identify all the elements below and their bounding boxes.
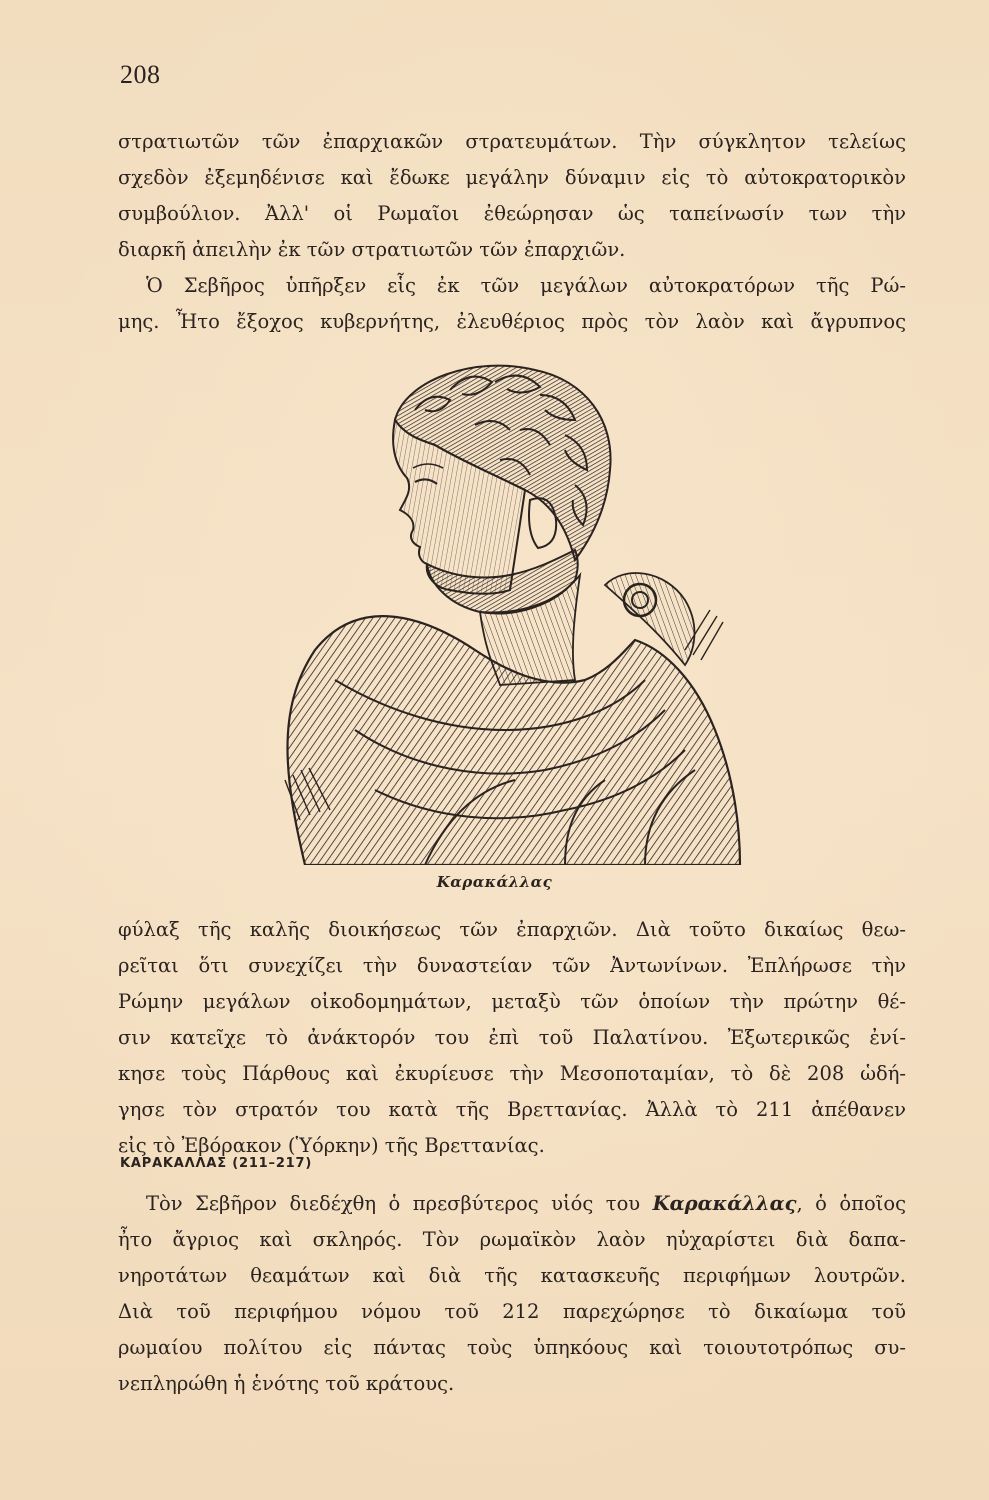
text-line: στρατιωτῶν τῶν ἐπαρχιακῶν στρατευμάτων. Τὴν σύγκλητον τελείως bbox=[118, 130, 906, 153]
text-line: ρεῖται ὅτι συνεχίζει τὴν δυναστείαν τῶν Ἀντωνίνων. Ἐπλήρωσε τὴν bbox=[118, 954, 906, 977]
text-line: νηροτάτων θεαμάτων καὶ διὰ τῆς κατασκευῆς περιφήμων λουτρῶν. bbox=[118, 1264, 906, 1287]
text-line: μης. Ἦτο ἔξοχος κυβερνήτης, ἐλευθέριος πρὸς τὸν λαὸν καὶ ἄγρυπνος bbox=[118, 310, 906, 333]
page-number: 208 bbox=[120, 60, 161, 89]
portrait-illustration bbox=[245, 350, 745, 865]
text-line: ἦτο ἄγριος καὶ σκληρός. Τὸν ρωμαϊκὸν λαὸν ηὐχαρίστει διὰ δαπα- bbox=[118, 1228, 906, 1251]
bottom-text-block bbox=[118, 1186, 906, 1402]
text-line: εἰς τὸ Ἐβόρακον (Ὑόρκην) τῆς Βρεττανίας. bbox=[118, 1134, 545, 1157]
roman-emperor-portrait-icon bbox=[245, 350, 745, 865]
figure-caption: Καρακάλλας bbox=[436, 873, 553, 891]
text-line: Ὁ Σεβῆρος ὑπῆρξεν εἷς ἐκ τῶν μεγάλων αὐτοκρατόρων τῆς Ρώ- bbox=[146, 274, 906, 297]
text-line: διαρκῆ ἀπειλὴν ἐκ τῶν στρατιωτῶν τῶν ἐπαρχιῶν. bbox=[118, 238, 626, 261]
text-line: ρωμαίου πολίτου εἰς πάντας τοὺς ὑπηκόους καὶ τοιουτοτρόπως συ- bbox=[118, 1336, 906, 1359]
text-line: σιν κατεῖχε τὸ ἀνάκτορόν του ἐπὶ τοῦ Παλατίνου. Ἐξωτερικῶς ἐνί- bbox=[118, 1026, 906, 1049]
text-line: Διὰ τοῦ περιφήμου νόμου τοῦ 212 παρεχώρησε τὸ δικαίωμα τοῦ bbox=[118, 1300, 906, 1323]
text-line: Ρώμην μεγάλων οἰκοδομημάτων, μεταξὺ τῶν ὁποίων τὴν πρώτην θέ- bbox=[118, 990, 906, 1013]
text-line: συμβούλιον. Ἀλλ' οἱ Ρωμαῖοι ἐθεώρησαν ὡς ταπείνωσίν των τὴν bbox=[118, 202, 906, 225]
text-segment: , ὁ ὁποῖος bbox=[796, 1192, 906, 1215]
section-heading: ΚΑΡΑΚΑΛΛΑΣ (211–217) bbox=[120, 1156, 313, 1171]
text-line: νεπληρώθη ἡ ἑνότης τοῦ κράτους. bbox=[118, 1372, 455, 1395]
text-line: γησε τὸν στρατόν του κατὰ τῆς Βρεττανίας. Ἀλλὰ τὸ 211 ἀπέθανεν bbox=[118, 1098, 906, 1121]
text-line: κησε τοὺς Πάρθους καὶ ἐκυρίευσε τὴν Μεσοποταμίαν, τὸ δὲ 208 ὡδή- bbox=[118, 1062, 906, 1085]
top-text-block bbox=[118, 124, 906, 340]
middle-text-block bbox=[118, 912, 906, 1164]
emperor-name: Καρακάλλας bbox=[652, 1192, 797, 1215]
text-line bbox=[118, 1186, 906, 1222]
text-line: σχεδὸν ἐξεμηδένισε καὶ ἔδωκε μεγάλην δύναμιν εἰς τὸ αὐτοκρατορικὸν bbox=[118, 166, 906, 189]
text-line: φύλαξ τῆς καλῆς διοικήσεως τῶν ἐπαρχιῶν. Διὰ τοῦτο δικαίως θεω- bbox=[118, 918, 906, 941]
text-segment: Τὸν Σεβῆρον διεδέχθη ὁ πρεσβύτερος υἱός του bbox=[146, 1192, 653, 1215]
